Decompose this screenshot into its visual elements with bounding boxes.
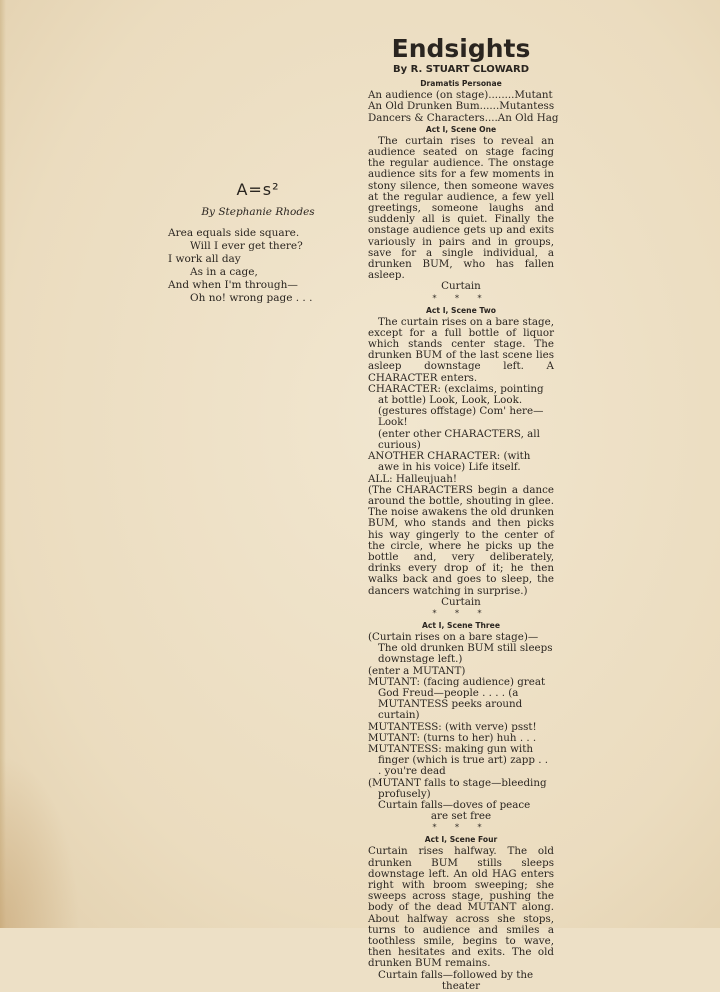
poem-line: Oh no! wrong page . . .	[190, 292, 313, 304]
stage-direction: (enter other CHARACTERS, all curious)	[378, 427, 540, 451]
scene-heading: Act I, Scene One	[425, 124, 497, 134]
stage-direction: (The CHARACTERS begin a dance around the bottle, shouting in glee. The noise awakens the old drunken BUM, who stands and then picks his way gingerly to the center of the circle, where he picks up the bottle and, very deliberately, drinks every drop of it; he then walks back and goes to sleep, the dancers watching in surprise.)	[368, 483, 554, 597]
stage-direction: (MUTANT falls to stage—bleeding profusely)	[368, 776, 547, 800]
play-byline: By R. STUART CLOWARD	[392, 64, 530, 75]
curtain-line: Curtain falls—followed by the	[378, 968, 534, 981]
poem-lines	[168, 227, 348, 305]
scene-heading: Act I, Scene Three	[422, 620, 500, 630]
page-stain	[0, 755, 80, 928]
stage-direction: (Curtain rises on a bare stage)—	[368, 630, 539, 643]
poem-line: And when I'm through—	[168, 279, 298, 291]
section-separator: * * *	[432, 608, 490, 618]
dialogue-line: MUTANTESS: (with verve) psst!	[368, 720, 537, 733]
section-separator: * * *	[432, 823, 490, 833]
play	[368, 34, 559, 992]
play-title: Endsights	[391, 34, 531, 63]
section-separator: * * *	[432, 293, 490, 303]
scene-text: Curtain rises halfway. The old drunken BUM stills sleeps downstage left. An old HAG enters right with broom sweeping; she sweeps across stage, pushing the body of the dead MUTANT along. About halfway across she stops, turns to audience and smiles a toothless smile, begins to wave, then hesitates and exits. The old drunken BUM remains.	[368, 845, 554, 970]
dialogue-line: MUTANT: (facing audience) great God Freud—people . . . . (a MUTANTESS peeks around curtain)	[368, 675, 546, 722]
scene-heading: Act I, Scene Two	[426, 305, 496, 315]
stage-direction: (enter a MUTANT)	[368, 664, 466, 677]
stage-direction: The old drunken BUM still sleeps downstage left.)	[378, 642, 553, 666]
dialogue-line: MUTANT: (turns to her) huh . . .	[368, 731, 537, 744]
curtain-line: theater	[441, 979, 481, 992]
poem	[168, 180, 348, 305]
persona-line: An audience (on stage)........Mutant	[368, 89, 553, 102]
poem-line: I work all day	[168, 253, 241, 265]
dialogue-line: ALL: Halleujuah!	[368, 472, 458, 485]
poem-line: Will I ever get there?	[190, 240, 303, 252]
poem-line: As in a cage,	[190, 266, 258, 278]
scene-text: The curtain rises on a bare stage, except for a full bottle of liquor which stands center stage. The drunken BUM of the last scene lies asleep downstage left. A CHARACTER enters.	[368, 315, 554, 384]
curtain-line: are set free	[430, 810, 492, 823]
poem-title: A=s²	[236, 180, 280, 199]
persona-line: An Old Drunken Bum......Mutantess	[368, 100, 555, 113]
dialogue-line: CHARACTER: (exclaims, pointing at bottle) Look, Look, Look. (gestures offstage) Com' here—Look!	[368, 382, 544, 429]
dialogue-line: ANOTHER CHARACTER: (with awe in his voice) Life itself.	[368, 450, 531, 474]
curtain-line: Curtain falls—doves of peace	[378, 798, 531, 811]
dialogue-line: MUTANTESS: making gun with finger (which is true art) zapp . . . you're dead	[368, 742, 549, 778]
curtain-line: Curtain	[441, 595, 481, 608]
curtain-line: Curtain	[441, 280, 481, 293]
poem-line: Area equals side square.	[168, 227, 300, 239]
persona-heading: Dramatis Personae	[420, 79, 502, 89]
scene-text: The curtain rises to reveal an audience seated on stage facing the regular audience. The onstage audience sits for a few moments in stony silence, then someone waves at the regular audience, a few yell greetings, someone laughs and suddenly all is quiet. Finally the onstage audience gets up and exits variously in pairs and in groups, save for a single individual, a drunken BUM, who has fallen asleep.	[368, 134, 554, 282]
persona-line: Dancers & Characters....An Old Hag	[368, 111, 559, 124]
poem-byline: By Stephanie Rhodes	[201, 206, 315, 218]
scene-heading: Act I, Scene Four	[424, 835, 498, 845]
